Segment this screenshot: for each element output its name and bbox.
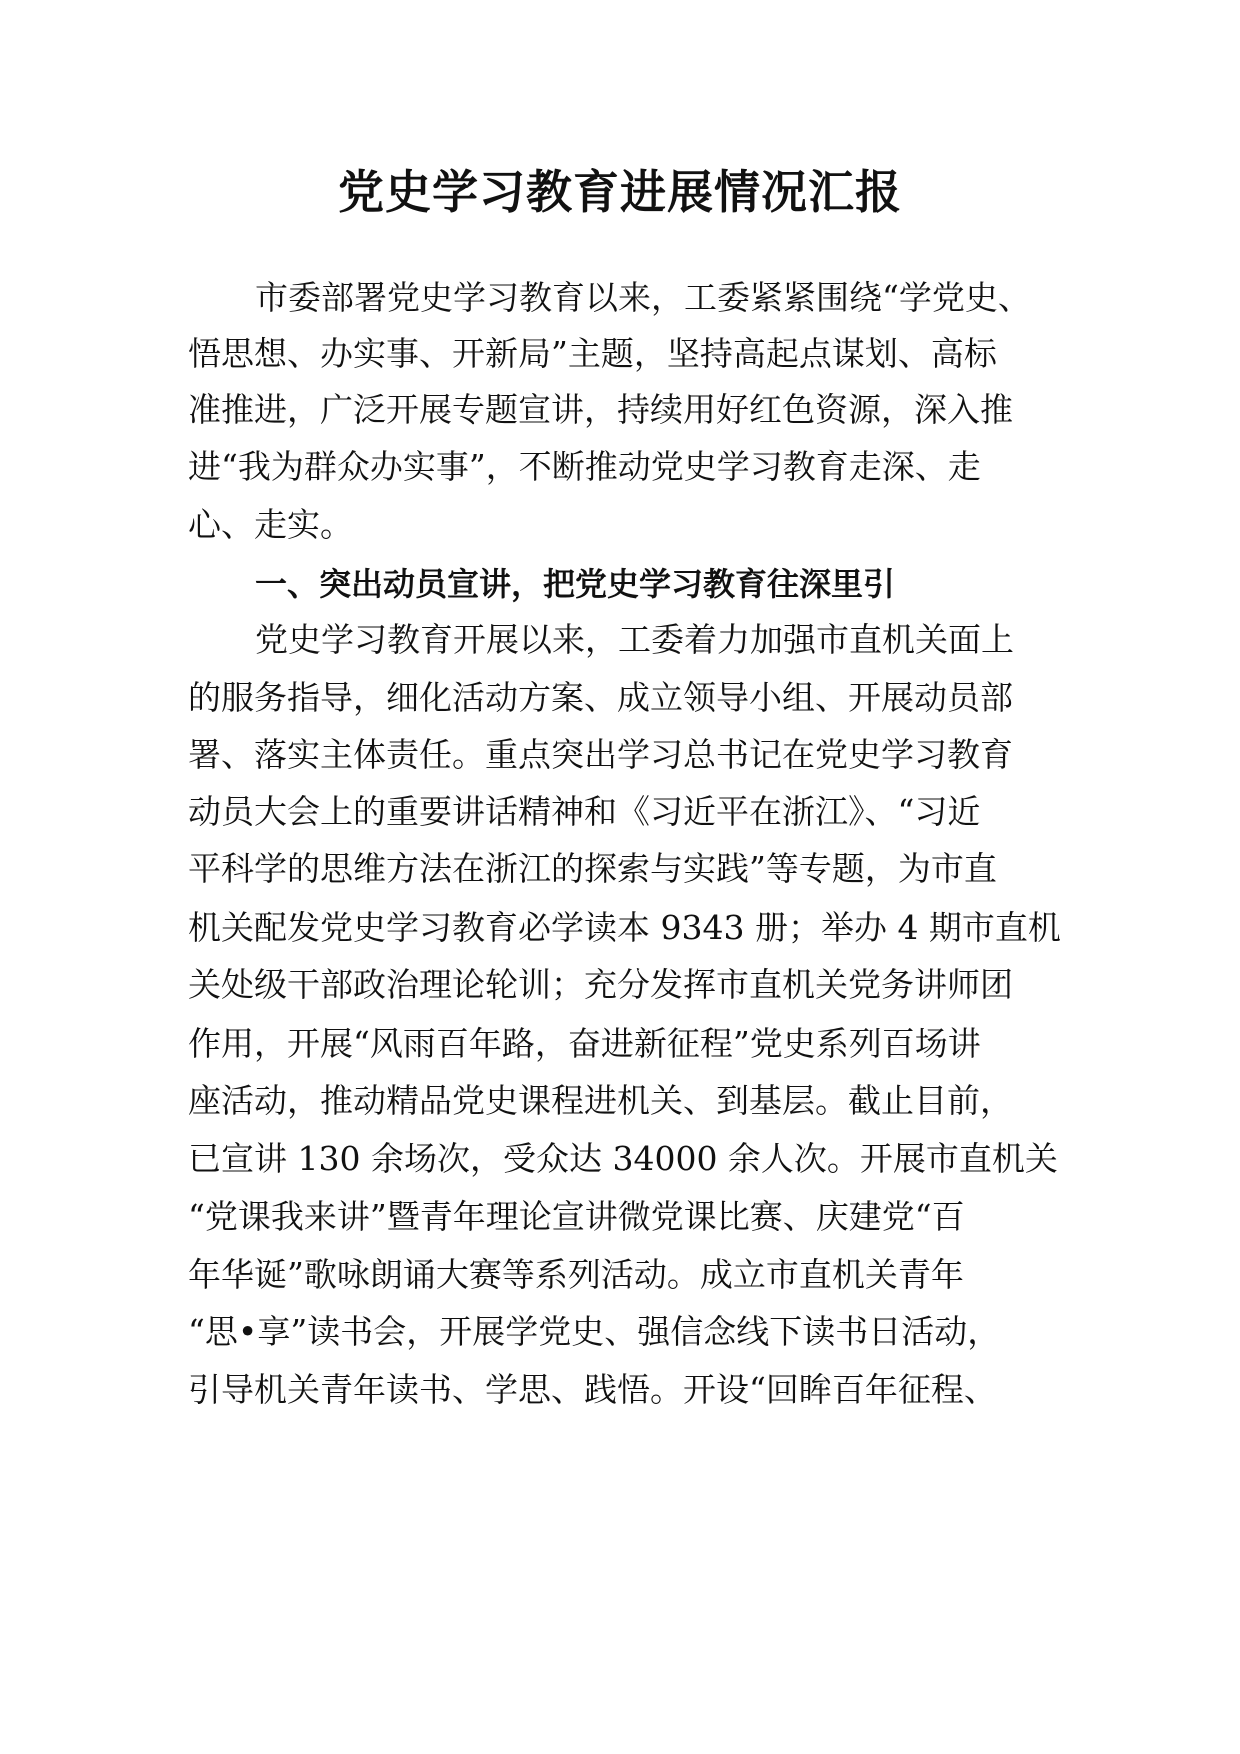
- paragraph-2-line-6: 机关配发党史学习教育必学读本 9343 册；举办 4 期市直机: [188, 908, 1061, 947]
- paragraph-2-line-10: 已宣讲 130 余场次，受众达 34000 余人次。开展市直机关: [188, 1139, 1058, 1178]
- paragraph-2-line-2: 的服务指导，细化活动方案、成立领导小组、开展动员部: [188, 678, 1013, 717]
- paragraph-2-line-12: 年华诞”歌咏朗诵大赛等系列活动。成立市直机关青年: [188, 1255, 964, 1294]
- section-heading-1: 一、突出动员宣讲，把党史学习教育往深里引: [255, 565, 896, 603]
- paragraph-2-line-8: 作用，开展“风雨百年路，奋进新征程”党史系列百场讲: [188, 1024, 981, 1063]
- paragraph-2-line-3: 署、落实主体责任。重点突出学习总书记在党史学习教育: [188, 735, 1013, 774]
- paragraph-2-line-4: 动员大会上的重要讲话精神和《习近平在浙江》、“习近: [188, 792, 981, 831]
- paragraph-1-line-4: 进“我为群众办实事”，不断推动党史学习教育走深、走: [188, 447, 981, 486]
- document-title: 党史学习教育进展情况汇报: [338, 165, 902, 219]
- paragraph-2-line-1: 党史学习教育开展以来，工委着力加强市直机关面上: [255, 620, 1014, 659]
- paragraph-2-line-5: 平科学的思维方法在浙江的探索与实践”等专题，为市直: [188, 849, 997, 888]
- paragraph-2-line-13: “思•享”读书会，开展学党史、强信念线下读书日活动，: [188, 1312, 1001, 1351]
- paragraph-1-line-1: 市委部署党史学习教育以来，工委紧紧围绕“学党史、: [255, 278, 1031, 317]
- paragraph-1-line-2: 悟思想、办实事、开新局”主题，坚持高起点谋划、高标: [188, 334, 997, 373]
- paragraph-2-line-14: 引导机关青年读书、学思、践悟。开设“回眸百年征程、: [188, 1370, 997, 1409]
- paragraph-2-line-11: “党课我来讲”暨青年理论宣讲微党课比赛、庆建党“百: [188, 1197, 965, 1236]
- paragraph-2-line-9: 座活动，推动精品党史课程进机关、到基层。截止目前，: [188, 1081, 1013, 1120]
- paragraph-1-line-3: 准推进，广泛开展专题宣讲，持续用好红色资源，深入推: [188, 390, 1013, 429]
- paragraph-1-line-5: 心、走实。: [188, 505, 353, 544]
- paragraph-2-line-7: 关处级干部政治理论轮训；充分发挥市直机关党务讲师团: [188, 965, 1013, 1004]
